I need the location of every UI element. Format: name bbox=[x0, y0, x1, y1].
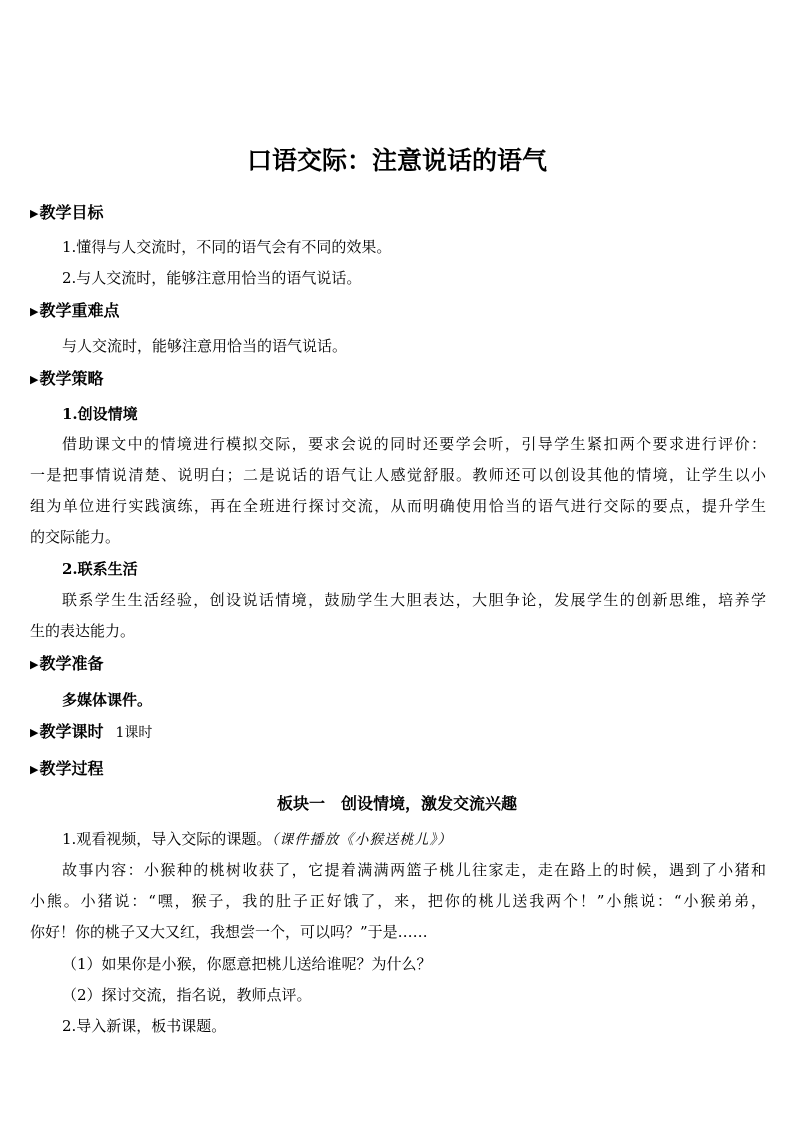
strategy-paragraph-line: 一是把事情说清楚、说明白；二是说话的语气让人感觉舒服。教师还可以创设其他的情境，让学生以小 bbox=[30, 466, 766, 484]
triangle-right-icon: ▶ bbox=[30, 658, 39, 671]
story-line: 你好！你的桃子又大又红，我想尝一个，可以吗？”于是…… bbox=[30, 923, 428, 941]
hours-value: 1课时 bbox=[115, 725, 153, 741]
key-points-text: 与人交流时，能够注意用恰当的语气说话。 bbox=[62, 337, 348, 355]
section-heading-process: ▶教学过程 bbox=[30, 757, 103, 782]
section-heading-objectives: ▶教学目标 bbox=[30, 201, 103, 226]
preparation-text: 多媒体课件。 bbox=[62, 691, 153, 709]
process-step-2: 2.导入新课，板书课题。 bbox=[62, 1017, 227, 1035]
triangle-right-icon: ▶ bbox=[30, 305, 39, 318]
page-title: 口语交际：注意说话的语气 bbox=[246, 146, 547, 175]
strategy-paragraph-line: 借助课文中的情境进行模拟交际，要求会说的同时还要学会听，引导学生紧扣两个要求进行评价： bbox=[62, 435, 766, 453]
section-heading-preparation: ▶教学准备 bbox=[30, 652, 103, 677]
courseware-note: （课件播放《小猴送桃儿》） bbox=[271, 832, 453, 848]
section-heading-key-points: ▶教学重难点 bbox=[30, 299, 119, 324]
triangle-right-icon: ▶ bbox=[30, 207, 39, 220]
triangle-right-icon: ▶ bbox=[30, 763, 39, 776]
section-heading-strategy: ▶教学策略 bbox=[30, 367, 103, 392]
question-item: （1）如果你是小猴，你愿意把桃儿送给谁呢？为什么？ bbox=[62, 955, 432, 973]
story-line: 故事内容：小猴种的桃树收获了，它提着满满两篮子桃儿往家走，走在路上的时候，遇到了小猪和 bbox=[62, 861, 766, 879]
strategy-subheading-2: 2.联系生活 bbox=[62, 560, 138, 578]
strategy-paragraph-line: 组为单位进行实践演练，再在全班进行探讨交流，从而明确使用恰当的语气进行交际的要点，提升学生 bbox=[30, 497, 766, 515]
strategy-paragraph-line: 生的表达能力。 bbox=[30, 622, 136, 640]
block-title: 板块一 创设情境，激发交流兴趣 bbox=[276, 794, 517, 813]
process-step-1: 1.观看视频，导入交际的课题。（课件播放《小猴送桃儿》） bbox=[62, 830, 453, 848]
story-line: 小熊。小猪说：“嘿，猴子，我的肚子正好饿了，来，把你的桃儿送我两个！”小熊说：“小猴弟弟， bbox=[30, 892, 766, 910]
strategy-subheading-1: 1.创设情境 bbox=[62, 405, 138, 423]
strategy-paragraph-line: 联系学生生活经验，创设说话情境，鼓励学生大胆表达，大胆争论，发展学生的创新思维，培养学 bbox=[62, 591, 766, 609]
question-item: （2）探讨交流，指名说，教师点评。 bbox=[62, 986, 312, 1004]
strategy-paragraph-line: 的交际能力。 bbox=[30, 528, 121, 546]
triangle-right-icon: ▶ bbox=[30, 726, 39, 739]
triangle-right-icon: ▶ bbox=[30, 373, 39, 386]
objective-item: 2.与人交流时，能够注意用恰当的语气说话。 bbox=[62, 269, 362, 287]
section-heading-hours: ▶教学课时 1课时 bbox=[30, 720, 152, 745]
objective-item: 1.懂得与人交流时，不同的语气会有不同的效果。 bbox=[62, 238, 392, 256]
